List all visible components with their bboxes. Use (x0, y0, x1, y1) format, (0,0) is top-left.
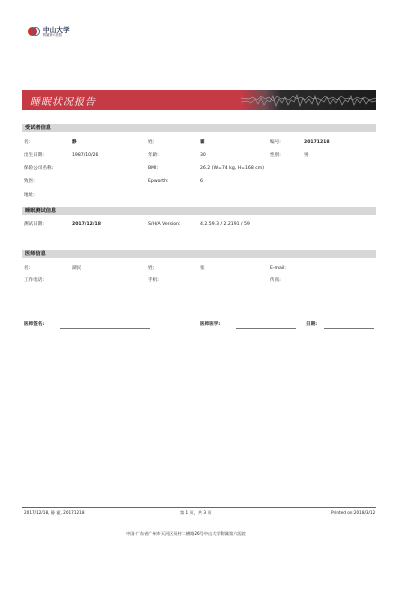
logo-emblem-icon (28, 26, 40, 38)
subject-info-header: 受试者信息 (22, 124, 376, 132)
report-banner (22, 90, 376, 110)
report-title: 睡眠状况报告 (30, 97, 96, 108)
last-name-value: 静 (72, 140, 77, 145)
logo-main-text: 中山大学 (43, 25, 70, 34)
footer-page: 第 1 页，共 3 页 (180, 510, 212, 515)
dob-value: 1987/10/26 (72, 153, 99, 158)
address-label: 地址: (24, 193, 35, 198)
doctor-info-header: 医师信息 (22, 250, 376, 258)
dob-label: 出生日期: (24, 153, 44, 158)
doctor-name-label: 名: (24, 266, 31, 271)
sign-date-label: 日期: (306, 322, 318, 327)
test-date-label: 测试日期: (24, 222, 44, 227)
doctor-signature-label: 医师签名: (24, 322, 45, 327)
version-label: S/H/A Version: (148, 222, 181, 227)
phone-label: 致医: (24, 179, 35, 184)
waveform-graphic (241, 90, 376, 110)
sex-value: 男 (304, 153, 309, 158)
logo-sub-text: 附属第六医院 (43, 33, 63, 38)
first-name-label: 姓: (148, 140, 155, 145)
insurance-label: 保险公司名称: (24, 166, 54, 171)
test-date-value: 2017/12/18 (72, 222, 101, 227)
email-label: E-mail: (270, 266, 286, 271)
epworth-value: 6 (200, 179, 203, 184)
age-value: 30 (200, 153, 206, 158)
id-label: 编号: (270, 140, 281, 145)
sex-label: 性别: (270, 153, 281, 158)
doctor-surname-value: 张 (200, 266, 205, 271)
test-info-header: 睡眠测试信息 (22, 207, 376, 215)
workphone-label: 工作电话: (24, 278, 44, 283)
mobile-label: 手机: (148, 278, 159, 283)
sign-date-line (324, 328, 374, 329)
hospital-logo (28, 24, 70, 40)
epworth-label: Epworth: (148, 179, 169, 184)
first-name-value: 霍 (200, 140, 205, 145)
fax-label: 传真: (270, 278, 281, 283)
age-label: 年龄: (148, 153, 159, 158)
id-value: 20171218 (304, 140, 330, 145)
last-name-label: 名: (24, 140, 31, 145)
doctor-stamp-label: 医师医学: (200, 322, 221, 327)
doctor-signature-line (60, 328, 150, 329)
footer-address: 中国·广东省广州市天河区员村二横路26号中山大学附属第六医院 (126, 531, 246, 536)
footer-rule (22, 507, 376, 508)
bmi-label: BMI: (148, 166, 159, 171)
doctor-name-value: 湖民 (72, 266, 82, 271)
footer-printed: Printed on:2018/3/12 (331, 510, 376, 515)
doctor-surname-label: 姓: (148, 266, 155, 271)
version-value: 4.2.59.3 / 2.2191 / 59 (200, 222, 250, 227)
footer-left: 2017/12/18, 静 霍, 20171218 (24, 510, 85, 515)
doctor-stamp-line (236, 328, 296, 329)
bmi-value: 26.2 (W=74 kg, H=168 cm) (200, 166, 264, 171)
